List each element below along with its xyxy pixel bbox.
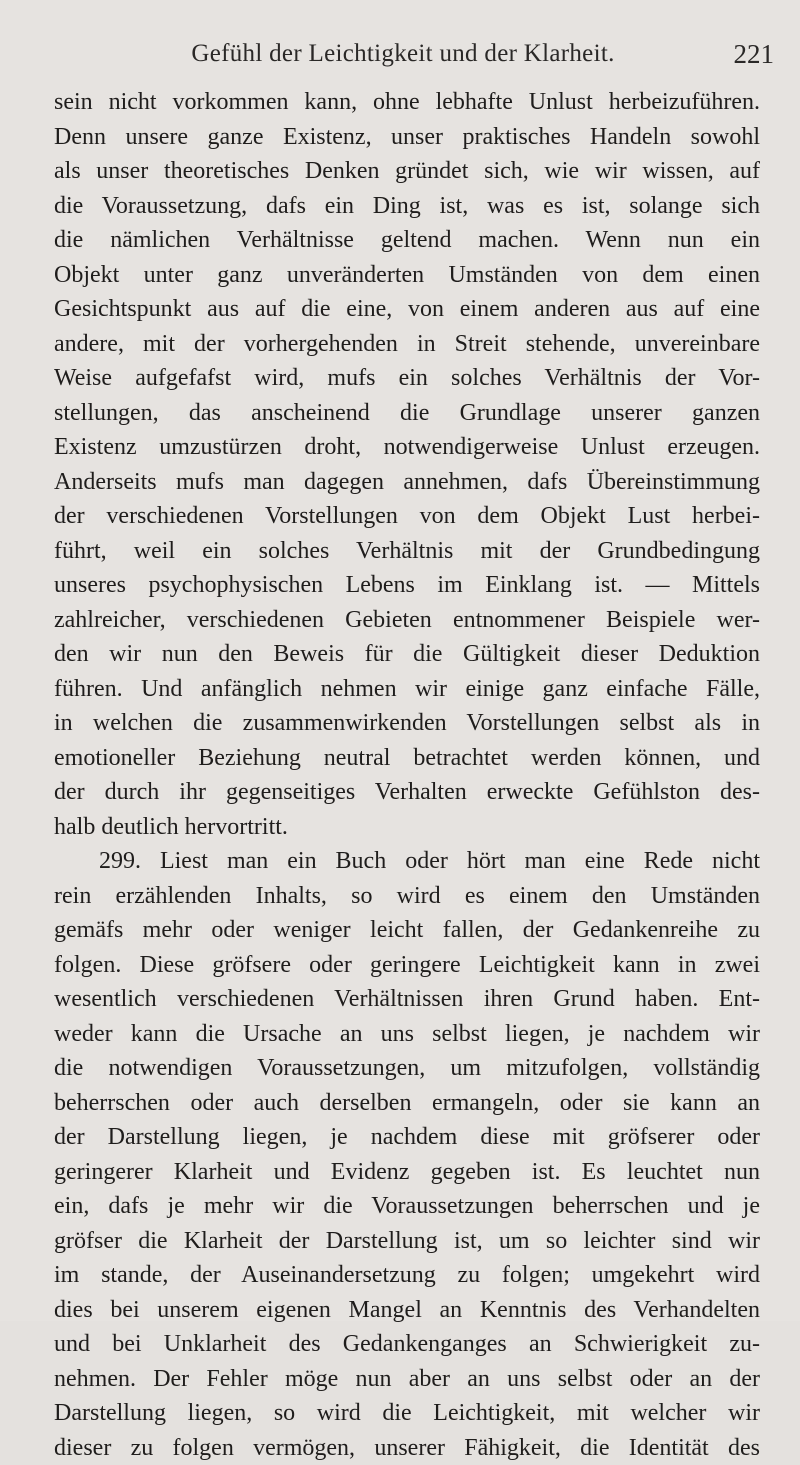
text-line: Darstellung liegen, so wird die Leichtigkeit, mit welcher wir (54, 1396, 760, 1431)
text-line: unseres psychophysischen Lebens im Einklang ist. — Mittels (54, 568, 760, 603)
text-line: zahlreicher, verschiedenen Gebieten entnommener Beispiele wer- (54, 603, 760, 638)
text-line: gemäfs mehr oder weniger leicht fallen, der Gedankenreihe zu (54, 913, 760, 948)
text-line: der verschiedenen Vorstellungen von dem Objekt Lust herbei- (54, 499, 760, 534)
text-line: geringerer Klarheit und Evidenz gegeben ist. Es leuchtet nun (54, 1155, 760, 1190)
text-line: beherrschen oder auch derselben ermangeln, oder sie kann an (54, 1086, 760, 1121)
text-line: der Darstellung liegen, je nachdem diese mit gröfserer oder (54, 1120, 760, 1155)
text-line: führen. Und anfänglich nehmen wir einige ganz einfache Fälle, (54, 672, 760, 707)
text-line: führt, weil ein solches Verhältnis mit der Grundbedingung (54, 534, 760, 569)
text-line: Existenz umzustürzen droht, notwendigerweise Unlust erzeugen. (54, 430, 760, 465)
text-line: die nämlichen Verhältnisse geltend machen. Wenn nun ein (54, 223, 760, 258)
text-line: rein erzählenden Inhalts, so wird es einem den Umständen (54, 879, 760, 914)
text-line: wesentlich verschiedenen Verhältnissen ihren Grund haben. Ent- (54, 982, 760, 1017)
text-line: andere, mit der vorhergehenden in Streit stehende, unvereinbare (54, 327, 760, 362)
body-text (54, 85, 760, 1465)
text-line: gröfser die Klarheit der Darstellung ist, um so leichter sind wir (54, 1224, 760, 1259)
text-line: und bei Unklarheit des Gedankenganges an Schwierigkeit zu- (54, 1327, 760, 1362)
text-line: Objekt unter ganz unveränderten Umständen von dem einen (54, 258, 760, 293)
text-line: die Voraussetzung, dafs ein Ding ist, was es ist, solange sich (54, 189, 760, 224)
text-line: Gesichtspunkt aus auf die eine, von einem anderen aus auf eine (54, 292, 760, 327)
text-line: im stande, der Auseinandersetzung zu folgen; umgekehrt wird (54, 1258, 760, 1293)
text-line: der durch ihr gegenseitiges Verhalten erweckte Gefühlston des- (54, 775, 760, 810)
text-line: Anderseits mufs man dagegen annehmen, dafs Übereinstimmung (54, 465, 760, 500)
text-line: sein nicht vorkommen kann, ohne lebhafte Unlust herbeizuführen. (54, 85, 760, 120)
text-line: die notwendigen Voraussetzungen, um mitzufolgen, vollständig (54, 1051, 760, 1086)
paragraph-end-line: halb deutlich hervortritt. (54, 810, 760, 845)
text-line: den wir nun den Beweis für die Gültigkeit dieser Deduktion (54, 637, 760, 672)
text-line: Weise aufgefafst wird, mufs ein solches Verhältnis der Vor- (54, 361, 760, 396)
text-line: stellungen, das anscheinend die Grundlage unserer ganzen (54, 396, 760, 431)
text-line: dieser zu folgen vermögen, unserer Fähigkeit, die Identität des (54, 1431, 760, 1465)
text-line: weder kann die Ursache an uns selbst liegen, je nachdem wir (54, 1017, 760, 1052)
text-line: nehmen. Der Fehler möge nun aber an uns selbst oder an der (54, 1362, 760, 1397)
page-number: 221 (734, 39, 775, 70)
text-line: dies bei unserem eigenen Mangel an Kenntnis des Verhandelten (54, 1293, 760, 1328)
text-line: als unser theoretisches Denken gründet sich, wie wir wissen, auf (54, 154, 760, 189)
section-start-line: 299. Liest man ein Buch oder hört man eine Rede nicht (54, 844, 760, 879)
text-line: folgen. Diese gröfsere oder geringere Leichtigkeit kann in zwei (54, 948, 760, 983)
text-line: Denn unsere ganze Existenz, unser praktisches Handeln sowohl (54, 120, 760, 155)
text-line: ein, dafs je mehr wir die Voraussetzungen beherrschen und je (54, 1189, 760, 1224)
text-line: emotioneller Beziehung neutral betrachtet werden können, und (54, 741, 760, 776)
text-line: in welchen die zusammenwirkenden Vorstellungen selbst als in (54, 706, 760, 741)
running-head (100, 40, 794, 80)
running-head-title: Gefühl der Leichtigkeit und der Klarheit. (143, 40, 663, 68)
